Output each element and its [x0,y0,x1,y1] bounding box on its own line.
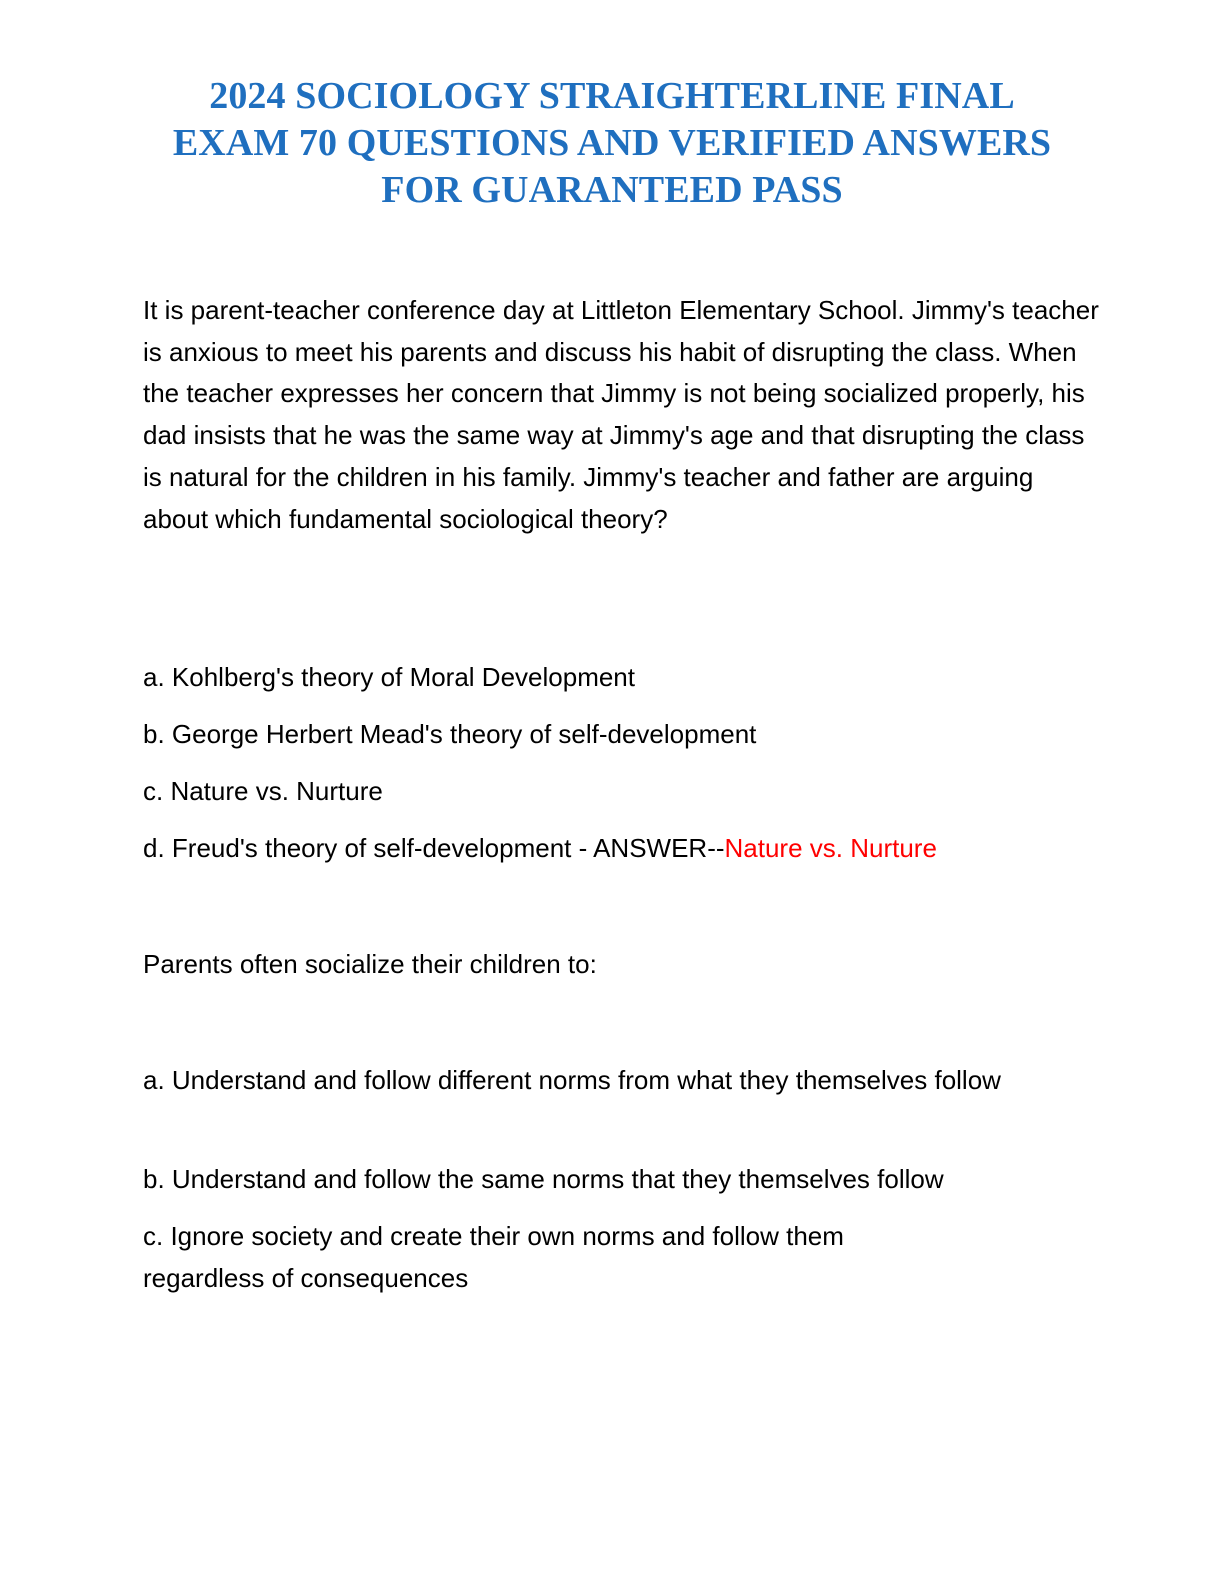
title-line-2: EXAM 70 QUESTIONS AND VERIFIED ANSWERS [172,122,1052,164]
question-1-option-d [143,828,1103,870]
question-1-option-b: b. George Herbert Mead's theory of self-development [143,719,757,749]
document-title [100,73,1124,214]
title-line-1: 2024 SOCIOLOGY STRAIGHTERLINE FINAL [209,75,1015,117]
title-line-3: FOR GUARANTEED PASS [381,169,843,211]
question-2-option-b: b. Understand and follow the same norms that they themselves follow [143,1164,944,1194]
question-2-prompt: Parents often socialize their children to: [143,949,597,979]
question-1-answer: Nature vs. Nurture [724,833,937,863]
question-1-option-d-label: d. Freud's theory of self-development - ANSWER-- [143,833,725,863]
question-1-option-c: c. Nature vs. Nurture [143,776,383,806]
question-2-option-c: c. Ignore society and create their own norms and follow them regardless of consequences [143,1221,844,1293]
question-1-option-a: a. Kohlberg's theory of Moral Development [143,662,635,692]
question-1-prompt: It is parent-teacher conference day at Littleton Elementary School. Jimmy's teacher is anxious to meet his parents and discuss his habit of disrupting the class. When the teacher expresses her concern that Jimmy is not being socialized properly, his dad insists that he was the same way at Jimmy's age and that disrupting the class is natural for the children in his family. Jimmy's teacher and father are arguing about which fundamental sociological theory? [143,295,1099,534]
question-2-option-a: a. Understand and follow different norms from what they themselves follow [143,1065,1001,1095]
